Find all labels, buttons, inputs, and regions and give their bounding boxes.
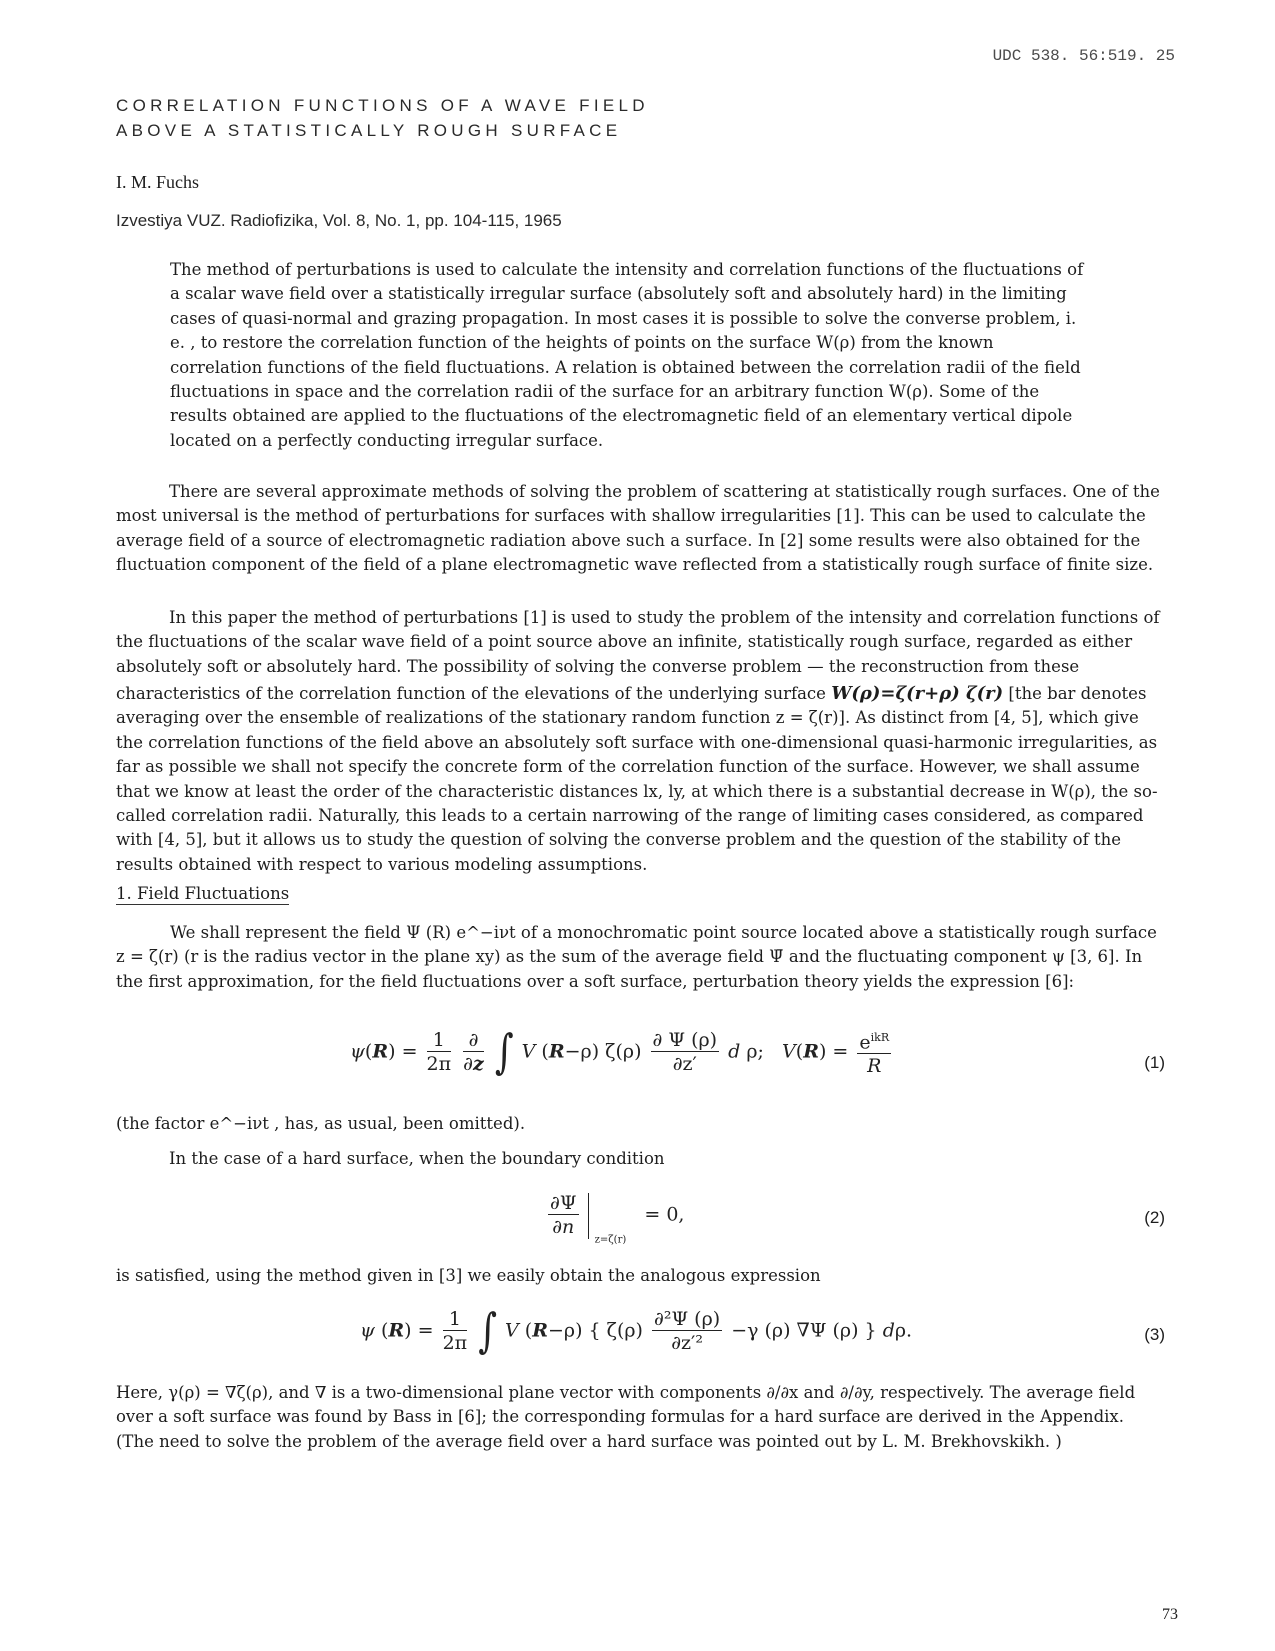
paragraph-text: (the factor e^−iνt , has, as usual, been omitted). bbox=[116, 1114, 526, 1133]
equation-2: $\frac{\partial\Psi}{\partial n}$ $_{z=\zeta(r)}$ = 0, bbox=[550, 1192, 685, 1246]
paragraph-text: is satisfied, using the method given in [3] we easily obtain the analogous expression bbox=[116, 1266, 821, 1285]
body-paragraph-7 bbox=[116, 1381, 1161, 1454]
equation-3: ψ (R) = $\frac{1}{2\pi}$ ∫ V (R−ρ) { ζ(ρ) $\frac{\text{∂²Ψ (ρ)}}{\text{∂z′²}}$ −γ (ρ) ∇Ψ (ρ) } dρ. bbox=[360, 1304, 913, 1359]
equation-2-rhs: = 0, bbox=[644, 1203, 685, 1226]
paragraph-text: We shall represent the field Ψ (R) e^−iνt of a monochromatic point source located above a statistically rough surface z = ζ(r) (r is the radius vector in the plane xy) as the sum of the average field Ψ̄ and the fluctuating component ψ [3, 6]. In the first approximation, for the field fluctuations over a soft surface, perturbation theory yields the expression [6]: bbox=[116, 923, 1157, 991]
title-line-1: CORRELATION FUNCTIONS OF A WAVE FIELD bbox=[116, 96, 649, 115]
paragraph-text: Here, γ(ρ) = ∇ζ(ρ), and ∇ is a two-dimensional plane vector with components ∂/∂x and ∂/∂y, respectively. The average field over a soft surface was found by Bass in [6]; the corresponding formulas for a hard surface are derived in the Appendix. (The need to solve the problem of the average field over a hard surface was pointed out by L. M. Brekhovskikh. ) bbox=[116, 1383, 1136, 1451]
body-paragraph-5 bbox=[116, 1147, 1161, 1171]
equation-2-number: (2) bbox=[1144, 1208, 1165, 1227]
paragraph-text: In the case of a hard surface, when the boundary condition bbox=[169, 1149, 665, 1168]
paragraph-text: In this paper the method of perturbations [1] is used to study the problem of the intensity and correlation functions of the fluctuations of the scalar wave field of a point source above an infinite, statistically rough surface, regarded as either absolutely soft or absolutely hard. The possibility of solving the converse problem — the reconstruction from these bbox=[116, 608, 1160, 676]
title-line-2: ABOVE A STATISTICALLY ROUGH SURFACE bbox=[116, 121, 622, 140]
paragraph-rest: [the bar denotes averaging over the ensemble of realizations of the stationary random function z = ζ(r)]. As distinct from [4, 5], which give the correlation functions of the field above an absolutely soft surface with one-dimensional quasi-harmonic irregularities, as far as possible we shall not specify the concrete form of the correlation function of the surface. However, we shall assume that we know at least the order of the characteristic distances lx, ly, at which there is a substantial decrease in W(ρ), the so-called correlation radii. Naturally, this leads to a certain narrowing of the range of limiting cases considered, as compared with [4, 5], but it allows us to study the question of solving the converse problem and the question of the stability of the results obtained with respect to various modeling assumptions. bbox=[116, 684, 1158, 874]
udc-code: UDC 538. 56:519. 25 bbox=[992, 47, 1175, 65]
body-paragraph-2b bbox=[116, 682, 1161, 877]
paragraph-text bbox=[116, 682, 1161, 877]
body-paragraph-2a bbox=[116, 606, 1161, 679]
body-paragraph-3 bbox=[116, 921, 1161, 994]
body-paragraph-1 bbox=[116, 480, 1161, 578]
equation-1-number: (1) bbox=[1144, 1053, 1165, 1072]
body-paragraph-4 bbox=[116, 1112, 1161, 1136]
page-number: 73 bbox=[1162, 1606, 1178, 1623]
body-paragraph-6 bbox=[116, 1264, 1161, 1288]
abstract: The method of perturbations is used to calculate the intensity and correlation functions of the fluctuations of a scalar wave field over a statistically irregular surface (absolutely soft and absolutely hard) in the limiting cases of quasi-normal and grazing propagation. In most cases it is possible to solve the converse problem, i. e. , to restore the correlation function of the heights of points on the surface W(ρ) from the known correlation functions of the field fluctuations. A relation is obtained between the correlation radii of the field fluctuations in space and the correlation radii of the surface for an arbitrary function W(ρ). Some of the results obtained are applied to the fluctuations of the electromagnetic field of an elementary vertical dipole located on a perfectly conducting irregular surface. bbox=[170, 260, 1084, 450]
paragraph-text: There are several approximate methods of solving the problem of scattering at statistically rough surfaces. One of the most universal is the method of perturbations for surfaces with shallow irregularities [1]. This can be used to calculate the average field of a source of electromagnetic radiation above such a surface. In [2] some results were also obtained for the fluctuation component of the field of a plane electromagnetic wave reflected from a statistically rough surface of finite size. bbox=[116, 482, 1160, 575]
paper-title bbox=[116, 93, 649, 143]
paragraph-start: characteristics of the correlation function of the elevations of the underlying surface bbox=[116, 684, 826, 703]
equation-1: ψ(R) = $\frac{1}{2\pi}$ $\frac{\partial}{\partial z}$ ∫ V (R−ρ) ζ(ρ) $\frac{\partial \Psi (\rho)}{\partial z'}$ d ρ; V(R) = $\frac{e^{ikR}}{R}$ bbox=[350, 1026, 890, 1080]
equation-3-number: (3) bbox=[1144, 1325, 1165, 1344]
correlation-formula: W(ρ)=ζ(r+ρ) ζ(r) bbox=[831, 683, 1004, 704]
journal-citation: Izvestiya VUZ. Radiofizika, Vol. 8, No. 1, pp. 104-115, 1965 bbox=[116, 211, 562, 230]
author: I. M. Fuchs bbox=[116, 172, 200, 192]
section-heading: 1. Field Fluctuations bbox=[116, 884, 290, 903]
